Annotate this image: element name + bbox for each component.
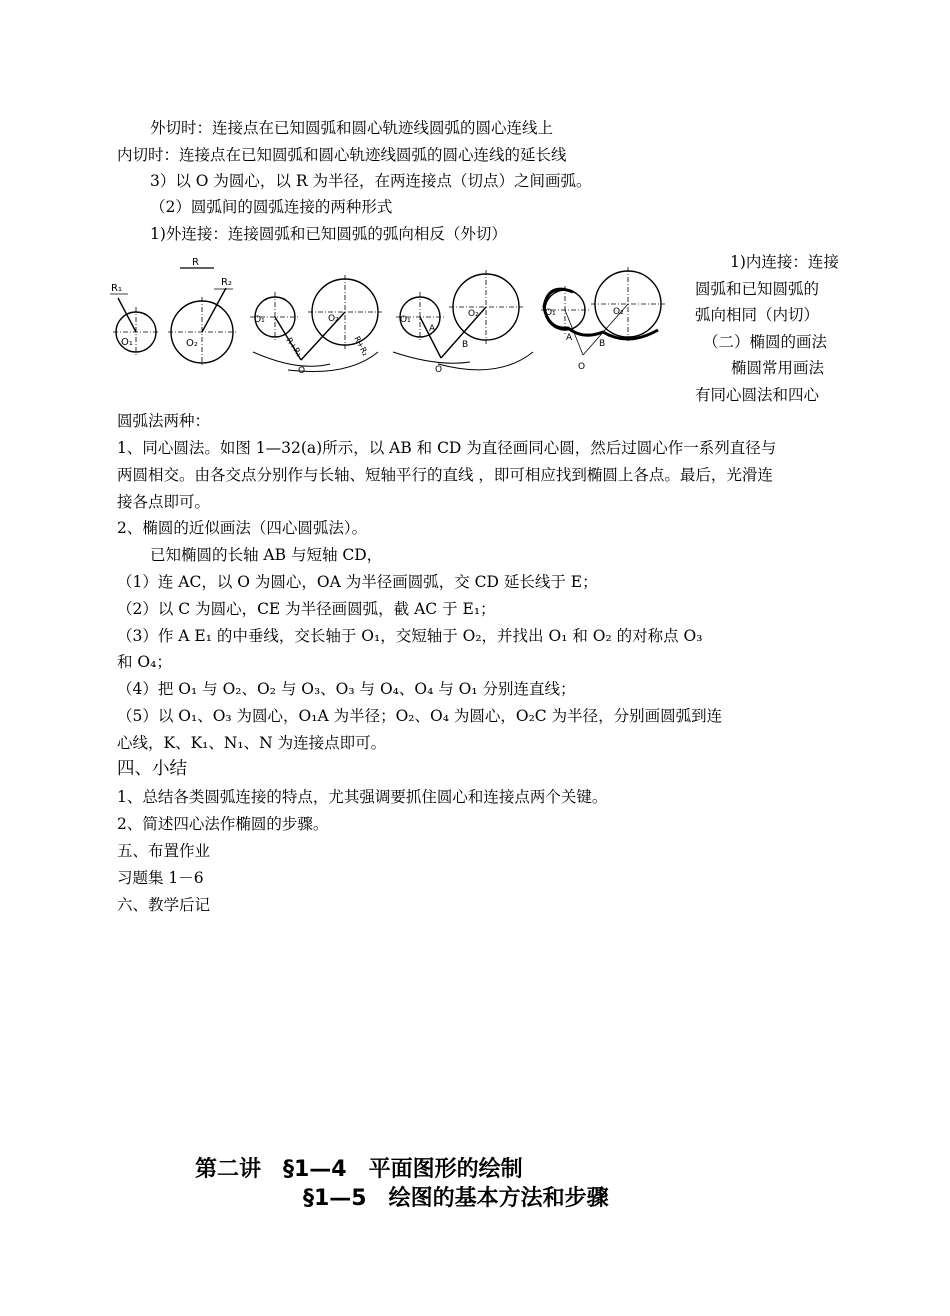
text-line: 习题集 1－6 (117, 869, 204, 887)
label-o: O (298, 366, 306, 376)
label-r: R (192, 257, 199, 268)
text-line: （2）以 C 为圆心，CE 为半径画圆弧，截 AC 于 E₁； (117, 600, 496, 618)
text-line: 已知椭圆的长轴 AB 与短轴 CD， (150, 546, 383, 564)
section-heading-notes: 六、教学后记 (117, 896, 211, 914)
text-line: 2、简述四心法作椭圆的步骤。 (117, 815, 329, 833)
text-line: 有同心圆法和四心 (695, 386, 820, 404)
panel-4 (393, 270, 533, 375)
label-o1: O₁ (545, 308, 556, 318)
text-line: 1、同心圆法。如图 1—32(a)所示，以 AB 和 CD 为直径画同心圆，然后过圆心作一系列直径与 (117, 439, 777, 457)
label-r-plus-r1: R+R₁ (284, 335, 304, 359)
text-line: （4）把 O₁ 与 O₂、O₂ 与 O₃、O₃ 与 O₄、O₄ 与 O₁ 分别连直线； (117, 680, 576, 698)
text-line: （二）椭圆的画法 (703, 333, 828, 351)
panel-1 (110, 283, 159, 357)
text-line: 内切时：连接点在已知圆弧和圆心轨迹线圆弧的圆心连线的延长线 (117, 146, 567, 164)
label-o1: O₁ (254, 315, 265, 325)
label-o1: O₁ (121, 337, 133, 348)
lecture-title-1: 第二讲 §1—4 平面图形的绘制 (195, 1157, 523, 1182)
text-line: 圆弧和已知圆弧的 (695, 280, 820, 298)
text-line: （1）连 AC，以 O 为圆心，OA 为半径画圆弧，交 CD 延长线于 E； (117, 573, 598, 591)
label-o: O (435, 365, 443, 375)
label-a: A (429, 324, 436, 334)
text-line: 和 O₄； (117, 653, 172, 671)
label-o: O (578, 362, 586, 372)
label-o2: O₂ (613, 307, 624, 317)
text-line: 两圆相交。由各交点分别作与长轴、短轴平行的直线 ，即可相应找到椭圆上各点。最后，光滑连 (117, 466, 773, 484)
panel-5 (541, 267, 665, 372)
label-r1: R₁ (111, 283, 122, 294)
label-a: A (566, 333, 573, 343)
text-line: （3）作 A E₁ 的中垂线，交长轴于 O₁，交短轴于 O₂，并找出 O₁ 和 O₂ 的对称点 O₃ (117, 627, 703, 645)
panel-2 (168, 257, 236, 367)
section-heading-homework: 五、布置作业 (117, 842, 211, 860)
text-line: （5）以 O₁、O₃ 为圆心，O₁A 为半径；O₂、O₄ 为圆心，O₂C 为半径，分别画圆弧到连 (117, 707, 723, 725)
text-line: 接各点即可。 (117, 493, 211, 511)
lecture-title-2: §1—5 绘图的基本方法和步骤 (303, 1186, 609, 1211)
text-line: 弧向相同（内切） (695, 306, 820, 324)
text-line: （2）圆弧间的圆弧连接的两种形式 (150, 198, 393, 216)
text-line: 3）以 O 为圆心，以 R 为半径，在两连接点（切点）之间画弧。 (150, 172, 592, 190)
panel-3 (250, 275, 382, 376)
label-r-plus-r2: R+R₂ (352, 334, 371, 358)
label-o2: O₂ (186, 338, 198, 349)
text-line: 心线，K、K₁、N₁、N 为连接点即可。 (117, 734, 387, 752)
label-b: B (462, 340, 469, 350)
section-heading-summary: 四、小结 (117, 759, 187, 779)
label-o2: O₂ (468, 309, 479, 319)
text-line: 2、椭圆的近似画法（四心圆弧法）。 (117, 519, 368, 537)
text-line: 1)内连接：连接 (730, 253, 839, 271)
label-b: B (599, 339, 606, 349)
text-line: 外切时：连接点在已知圆弧和圆心轨迹线圆弧的圆心连线上 (150, 119, 554, 137)
text-line: 圆弧法两种： (117, 412, 211, 430)
text-line: 椭圆常用画法 (731, 359, 825, 377)
label-o2: O₂ (328, 314, 339, 324)
text-line: 1)外连接：连接圆弧和已知圆弧的弧向相反（外切） (150, 225, 507, 243)
label-r2: R₂ (221, 277, 232, 288)
label-o1: O₁ (400, 315, 411, 325)
arc-connection-figure (108, 252, 668, 377)
text-line: 1、总结各类圆弧连接的特点，尤其强调要抓住圆心和连接点两个关键。 (117, 788, 608, 806)
